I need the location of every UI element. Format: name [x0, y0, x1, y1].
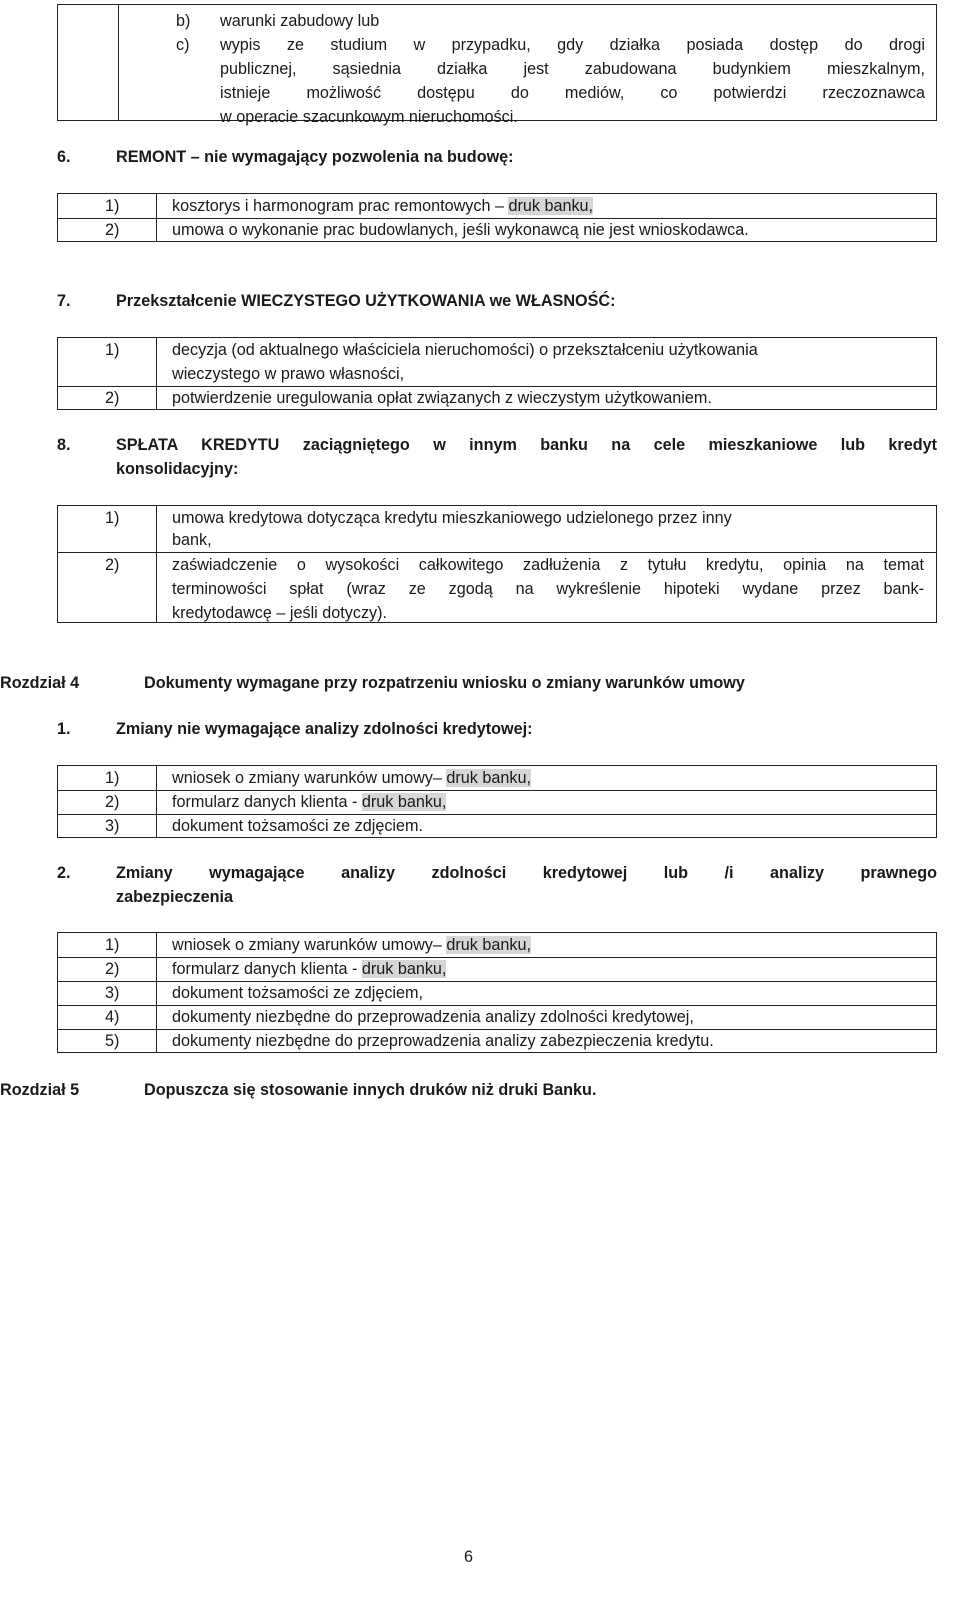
- list-row: [58, 194, 936, 219]
- subsection-2-list: [57, 932, 937, 1053]
- section-title-cont: konsolidacyjny:: [116, 460, 239, 478]
- list-row: [58, 1029, 936, 1053]
- section-title-cont: zabezpieczenia: [116, 888, 233, 906]
- section-title: Zmiany wymagające analizy zdolności kredytowej lub /i analizy prawnego: [116, 864, 937, 882]
- item-label: c): [176, 36, 190, 54]
- item-text: umowa o wykonanie prac budowlanych, jeśli wykonawcą nie jest wnioskodawca.: [172, 221, 749, 239]
- item-label: b): [176, 12, 191, 30]
- section-number: 8.: [57, 436, 71, 454]
- list-item-b: [176, 9, 190, 33]
- item-label: 3): [105, 984, 120, 1002]
- chapter-label: Rozdział 4: [0, 674, 80, 692]
- list-item-b-text: [220, 9, 925, 33]
- item-label: 2): [105, 221, 120, 239]
- chapter-title: Dopuszcza się stosowanie innych druków niż druki Banku.: [144, 1081, 597, 1099]
- section-7-list: [57, 337, 937, 410]
- page-number: 6: [463, 1548, 473, 1566]
- item-text-line: decyzja (od aktualnego właściciela nieruchomości) o przekształceniu użytkowania: [172, 341, 758, 359]
- highlight-druk-banku: druk banku,: [446, 769, 531, 787]
- list-row: [58, 553, 936, 623]
- item-text: kosztorys i harmonogram prac remontowych – druk banku,: [172, 197, 594, 215]
- item-text-line: wieczystego w prawo własności,: [172, 365, 405, 383]
- item-text: dokumenty niezbędne do przeprowadzenia analizy zabezpieczenia kredytu.: [172, 1032, 714, 1050]
- item-label: 2): [105, 793, 120, 811]
- item-text-line: terminowości spłat (wraz ze zgodą na wykreślenie hipoteki wydane przez bank-: [172, 580, 924, 598]
- section-7-heading: [57, 289, 937, 313]
- item-text-line: publicznej, sąsiednia działka jest zabudowana budynkiem mieszkalnym,: [220, 60, 925, 78]
- list-row: [58, 814, 936, 838]
- item-label: 2): [105, 960, 120, 978]
- item-text: [172, 553, 924, 625]
- item-text: warunki zabudowy lub: [220, 12, 380, 30]
- subsection-1-list: [57, 765, 937, 838]
- list-row: [58, 1005, 936, 1030]
- item-label: 5): [105, 1032, 120, 1050]
- column-divider: [118, 5, 119, 120]
- section-8-heading: [57, 433, 937, 481]
- item-label: 1): [105, 197, 120, 215]
- list-row: [58, 506, 936, 553]
- subsection-1-heading: [57, 717, 937, 741]
- item-text-line: w operacie szacunkowym nieruchomości.: [220, 108, 518, 126]
- section-6-list: [57, 193, 937, 242]
- item-label: 2): [105, 556, 120, 574]
- list-row: [58, 957, 936, 982]
- item-text: wniosek o zmiany warunków umowy– druk banku,: [172, 936, 531, 954]
- highlight-druk-banku: druk banku,: [361, 960, 447, 978]
- section-title: Zmiany nie wymagające analizy zdolności kredytowej:: [116, 720, 533, 738]
- item-label: 2): [105, 389, 120, 407]
- item-text-line: bank,: [172, 531, 212, 549]
- section-number: 2.: [57, 864, 71, 882]
- chapter-title: Dokumenty wymagane przy rozpatrzeniu wniosku o zmiany warunków umowy: [144, 674, 745, 692]
- item-text-line: istnieje możliwość dostępu do mediów, co potwierdzi rzeczoznawca: [220, 84, 925, 102]
- highlight-druk-banku: druk banku,: [361, 793, 447, 811]
- list-row: [58, 386, 936, 410]
- section-number: 6.: [57, 148, 71, 166]
- chapter-label: Rozdział 5: [0, 1081, 80, 1099]
- item-text: formularz danych klienta - druk banku,: [172, 793, 447, 811]
- section-title: SPŁATA KREDYTU zaciągniętego w innym banku na cele mieszkaniowe lub kredyt: [116, 436, 937, 454]
- list-row: [58, 981, 936, 1006]
- list-row: [58, 218, 936, 242]
- list-row: [58, 766, 936, 791]
- list-item-c-text: [220, 33, 925, 129]
- section-title: Przekształcenie WIECZYSTEGO UŻYTKOWANIA we WŁASNOŚĆ:: [116, 292, 616, 310]
- item-label: 1): [105, 341, 120, 359]
- section-6-heading: [57, 145, 937, 169]
- item-text: formularz danych klienta - druk banku,: [172, 960, 447, 978]
- top-list-box: [57, 4, 937, 126]
- section-title: REMONT – nie wymagający pozwolenia na budowę:: [116, 148, 514, 166]
- item-text: wniosek o zmiany warunków umowy– druk banku,: [172, 769, 531, 787]
- item-text: dokument tożsamości ze zdjęciem.: [172, 817, 424, 835]
- section-8-list: [57, 505, 937, 623]
- item-label: 1): [105, 769, 120, 787]
- subsection-2-heading: [57, 861, 937, 909]
- item-label: 4): [105, 1008, 120, 1026]
- item-label: 1): [105, 936, 120, 954]
- section-number: 7.: [57, 292, 71, 310]
- item-label: 3): [105, 817, 120, 835]
- item-text-line: potwierdzenie uregulowania opłat związanych z wieczystym użytkowaniem.: [172, 389, 712, 407]
- item-text-line: wypis ze studium w przypadku, gdy działka posiada dostęp do drogi: [220, 36, 925, 54]
- item-text-line: kredytodawcę – jeśli dotyczy).: [172, 604, 388, 622]
- list-item-c: [176, 33, 189, 57]
- item-text-line: zaświadczenie o wysokości całkowitego zadłużenia z tytułu kredytu, opinia na temat: [172, 556, 924, 574]
- list-row: [58, 933, 936, 958]
- item-text: dokument tożsamości ze zdjęciem,: [172, 984, 424, 1002]
- item-text: dokumenty niezbędne do przeprowadzenia analizy zdolności kredytowej,: [172, 1008, 694, 1026]
- highlight-druk-banku: druk banku,: [446, 936, 531, 954]
- list-row: [58, 338, 936, 387]
- section-number: 1.: [57, 720, 71, 738]
- item-text-line: umowa kredytowa dotycząca kredytu mieszkaniowego udzielonego przez inny: [172, 509, 732, 527]
- list-row: [58, 790, 936, 815]
- highlight-druk-banku: druk banku,: [508, 197, 594, 215]
- item-label: 1): [105, 509, 120, 527]
